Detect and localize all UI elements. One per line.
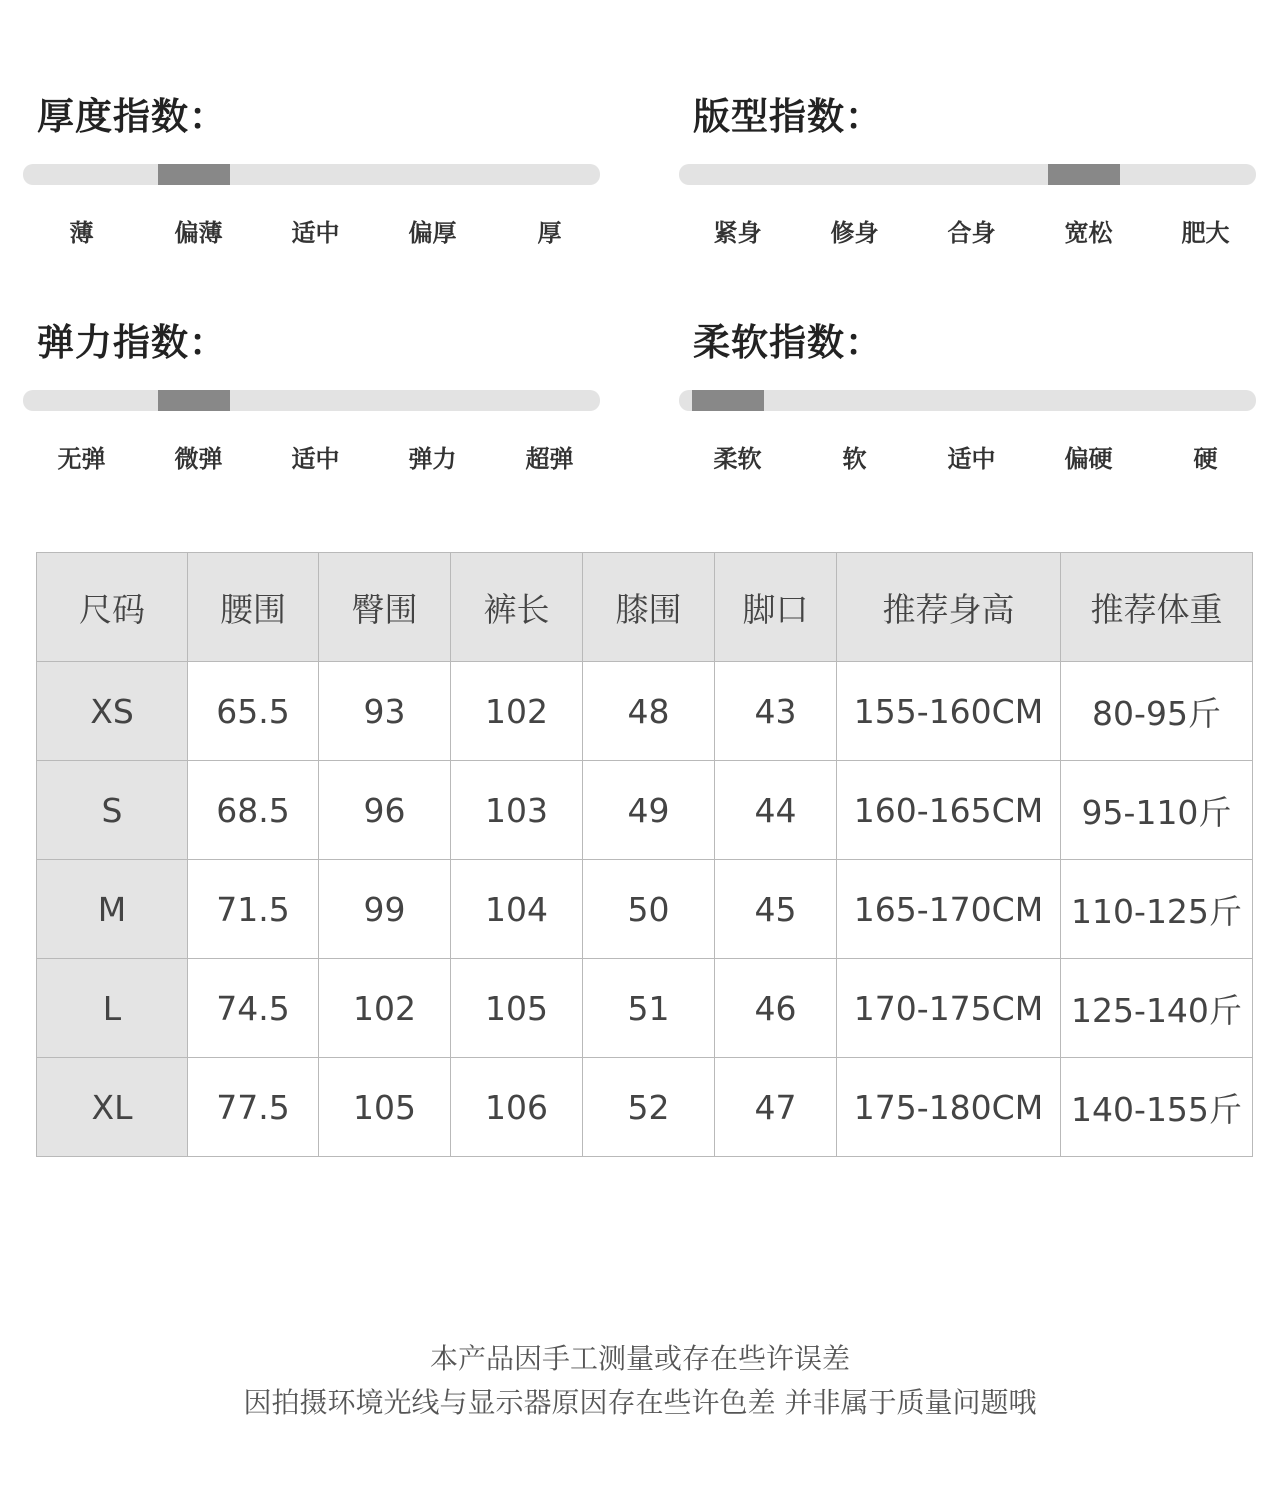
size-cell: M <box>37 860 188 959</box>
column-header-leg-opening: 脚口 <box>715 553 837 662</box>
level-label: 无弹 <box>57 445 106 473</box>
level-label: 弹力 <box>408 445 457 473</box>
column-header-size: 尺码 <box>37 553 188 662</box>
table-cell: 140-155斤 <box>1061 1058 1253 1157</box>
table-cell: 77.5 <box>188 1058 319 1157</box>
level-label: 修身 <box>830 219 879 247</box>
table-cell: 74.5 <box>188 959 319 1058</box>
table-cell: 43 <box>715 662 837 761</box>
table-cell: 80-95斤 <box>1061 662 1253 761</box>
table-cell: 106 <box>451 1058 583 1157</box>
fit-index <box>679 86 1256 286</box>
table-cell: 50 <box>583 860 715 959</box>
table-cell: 51 <box>583 959 715 1058</box>
table-cell: 110-125斤 <box>1061 860 1253 959</box>
disclaimer-notes <box>0 1337 1280 1425</box>
column-header-waist: 腰围 <box>188 553 319 662</box>
level-label: 偏薄 <box>174 219 223 247</box>
level-label: 适中 <box>947 445 996 473</box>
size-cell: XS <box>37 662 188 761</box>
table-cell: 96 <box>319 761 451 860</box>
table-row <box>37 860 1253 959</box>
disclaimer-line: 因拍摄环境光线与显示器原因存在些许色差 并非属于质量问题哦 <box>243 1386 1037 1419</box>
table-cell: 105 <box>319 1058 451 1157</box>
level-label: 适中 <box>291 219 340 247</box>
level-label: 适中 <box>291 445 340 473</box>
table-cell: 46 <box>715 959 837 1058</box>
disclaimer-line: 本产品因手工测量或存在些许误差 <box>429 1342 850 1375</box>
fit-index-title: 版型指数： <box>693 95 883 138</box>
table-cell: 170-175CM <box>837 959 1061 1058</box>
level-label: 厚 <box>537 219 562 247</box>
table-cell: 103 <box>451 761 583 860</box>
fit-index-levels <box>679 213 1256 253</box>
level-label: 微弹 <box>174 445 223 473</box>
table-cell: 93 <box>319 662 451 761</box>
table-cell: 155-160CM <box>837 662 1061 761</box>
table-row <box>37 959 1253 1058</box>
level-label: 紧身 <box>713 219 762 247</box>
column-header-length: 裤长 <box>451 553 583 662</box>
table-cell: 102 <box>319 959 451 1058</box>
softness-index-title: 柔软指数： <box>693 321 883 364</box>
table-cell: 71.5 <box>188 860 319 959</box>
softness-index-levels <box>679 439 1256 479</box>
level-label: 柔软 <box>713 445 762 473</box>
elasticity-index-track <box>23 390 600 411</box>
table-cell: 65.5 <box>188 662 319 761</box>
table-cell: 165-170CM <box>837 860 1061 959</box>
size-cell: S <box>37 761 188 860</box>
size-cell: XL <box>37 1058 188 1157</box>
table-cell: 125-140斤 <box>1061 959 1253 1058</box>
level-label: 肥大 <box>1181 219 1230 247</box>
table-cell: 45 <box>715 860 837 959</box>
fit-index-marker <box>1048 164 1120 185</box>
table-cell: 95-110斤 <box>1061 761 1253 860</box>
table-cell: 68.5 <box>188 761 319 860</box>
table-cell: 175-180CM <box>837 1058 1061 1157</box>
table-cell: 48 <box>583 662 715 761</box>
table-header-row <box>37 553 1253 662</box>
table-row <box>37 1058 1253 1157</box>
table-cell: 105 <box>451 959 583 1058</box>
table-row <box>37 761 1253 860</box>
level-label: 偏厚 <box>408 219 457 247</box>
softness-index-track <box>679 390 1256 411</box>
column-header-weight: 推荐体重 <box>1061 553 1253 662</box>
table-row <box>37 662 1253 761</box>
level-label: 合身 <box>947 219 996 247</box>
size-chart-table <box>36 552 1253 1157</box>
elasticity-index <box>23 312 600 512</box>
size-cell: L <box>37 959 188 1058</box>
elasticity-index-title: 弹力指数： <box>37 321 227 364</box>
fit-index-track <box>679 164 1256 185</box>
thickness-index-title: 厚度指数： <box>37 95 227 138</box>
table-cell: 52 <box>583 1058 715 1157</box>
table-cell: 99 <box>319 860 451 959</box>
table-cell: 47 <box>715 1058 837 1157</box>
table-cell: 44 <box>715 761 837 860</box>
elasticity-index-levels <box>23 439 600 479</box>
table-cell: 102 <box>451 662 583 761</box>
column-header-hip: 臀围 <box>319 553 451 662</box>
level-label: 宽松 <box>1064 219 1113 247</box>
level-label: 软 <box>842 445 867 473</box>
level-label: 薄 <box>69 219 94 247</box>
elasticity-index-marker <box>158 390 230 411</box>
column-header-knee: 膝围 <box>583 553 715 662</box>
thickness-index-marker <box>158 164 230 185</box>
thickness-index-track <box>23 164 600 185</box>
softness-index <box>679 312 1256 512</box>
softness-index-marker <box>692 390 764 411</box>
level-label: 硬 <box>1193 445 1218 473</box>
level-label: 偏硬 <box>1064 445 1113 473</box>
level-label: 超弹 <box>525 445 574 473</box>
table-cell: 104 <box>451 860 583 959</box>
table-cell: 160-165CM <box>837 761 1061 860</box>
thickness-index-levels <box>23 213 600 253</box>
table-cell: 49 <box>583 761 715 860</box>
column-header-height: 推荐身高 <box>837 553 1061 662</box>
thickness-index <box>23 86 600 286</box>
